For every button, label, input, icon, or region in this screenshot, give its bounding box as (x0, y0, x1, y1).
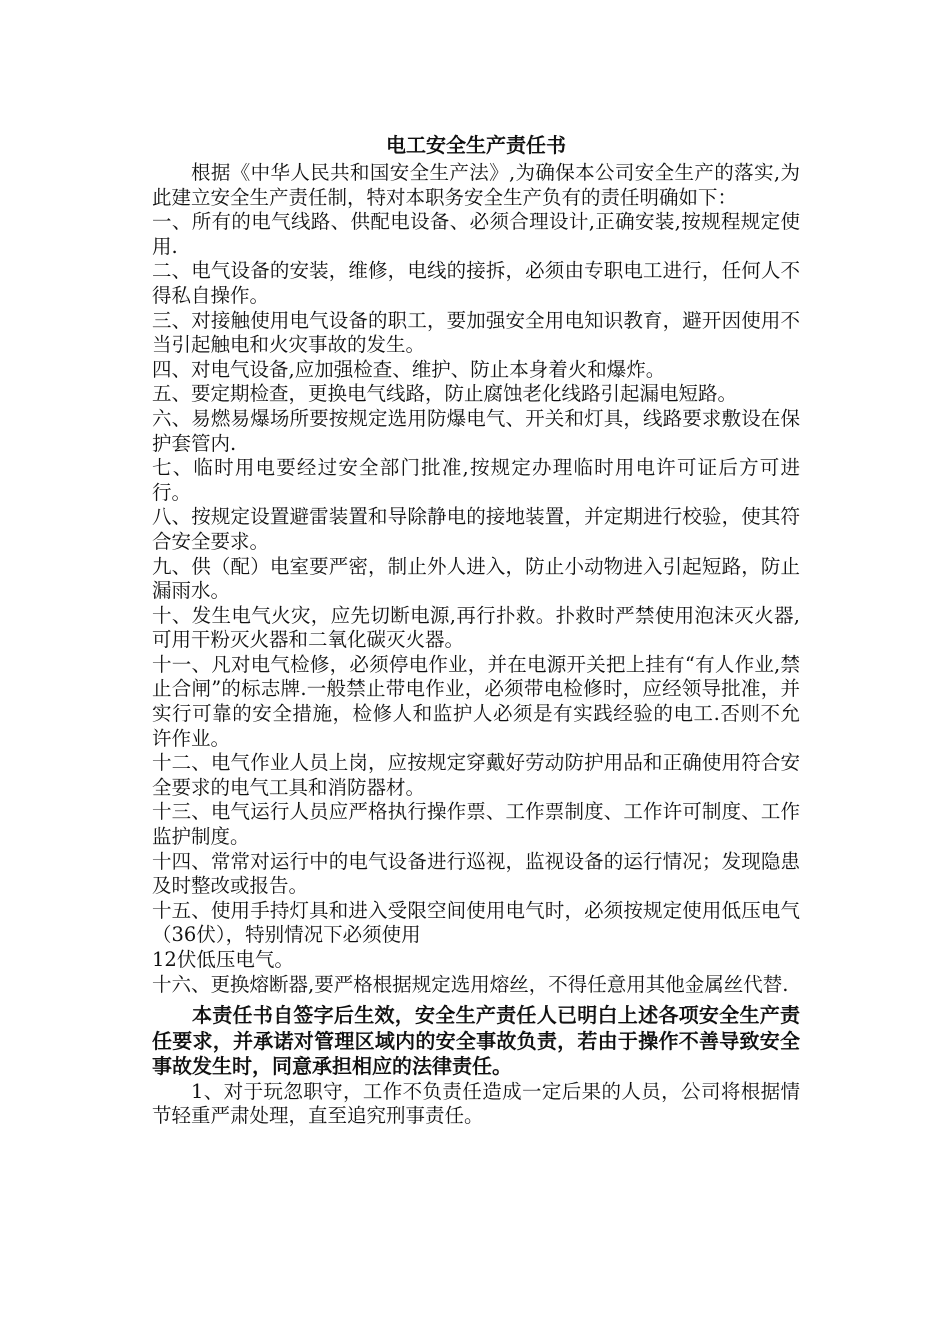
clause-1: 一、所有的电气线路、供配电设备、必须合理设计,正确安装,按规程规定使用. (152, 210, 800, 258)
document-title: 电工安全生产责任书 (386, 133, 566, 157)
clause-9: 九、供（配）电室要严密，制止外人进入，防止小动物进入引起短路，防止漏雨水。 (152, 554, 800, 603)
clause-3: 三、对接触使用电气设备的职工，要加强安全用电知识教育，避开因使用不当引起触电和火灾事故的发生。 (152, 308, 800, 357)
clause-10: 十、发生电气火灾，应先切断电源,再行扑救。扑救时严禁使用泡沫灭火器,可用干粉灭火器和二氧化碳灭火器。 (152, 603, 800, 652)
clause-14: 十四、常常对运行中的电气设备进行巡视，监视设备的运行情况；发现隐患及时整改或报告。 (152, 849, 800, 898)
clause-4: 四、对电气设备,应加强检查、维护、防止本身着火和爆炸。 (152, 357, 666, 381)
clause-15: 十五、使用手持灯具和进入受限空间使用电气时，必须按规定使用低压电气（36伏），特别情况下必须使用 (152, 898, 800, 947)
clause-11: 十一、凡对电气检修，必须停电作业，并在电源开关把上挂有“有人作业,禁止合闸”的标志牌.一般禁止带电作业，必须带电检修时，应经领导批准，并实行可靠的安全措施，检修人和监护人必须是有实践经验的电工.否则不允许作业。 (152, 652, 800, 750)
clause-13: 十三、电气运行人员应严格执行操作票、工作票制度、工作许可制度、工作监护制度。 (152, 800, 800, 849)
clause-2: 二、电气设备的安装，维修，电线的接拆，必须由专职电工进行，任何人不得私自操作。 (152, 259, 800, 307)
clause-6: 六、易燃易爆场所要按规定选用防爆电气、开关和灯具，线路要求敷设在保护套管内. (152, 406, 800, 455)
clause-15-continued: 12伏低压电气。 (152, 948, 294, 971)
document-page (152, 132, 800, 1129)
clause-7: 七、临时用电要经过安全部门批准,按规定办理临时用电许可证后方可进行。 (152, 456, 800, 504)
clause-5: 五、要定期检查，更换电气线路，防止腐蚀老化线路引起漏电短路。 (152, 382, 738, 406)
intro-paragraph: 根据《中华人民共和国安全生产法》,为确保本公司安全生产的落实,为此建立安全生产责任制，特对本职务安全生产负有的责任明确如下： (152, 161, 800, 209)
clause-16: 十六、更换熔断器,要严格根据规定选用熔丝，不得任意用其他金属丝代替. (152, 972, 789, 996)
clause-12: 十二、电气作业人员上岗，应按规定穿戴好劳动防护用品和正确使用符合安全要求的电气工具和消防器材。 (152, 751, 800, 799)
commitment-statement: 本责任书自签字后生效，安全生产责任人已明白上述各项安全生产责任要求，并承诺对管理区域内的安全事故负责，若由于操作不善导致安全事故发生时，同意承担相应的法律责任。 (152, 1003, 800, 1079)
penalty-paragraph: 1、对于玩忽职守，工作不负责任造成一定后果的人员，公司将根据情节轻重严肃处理，直至追究刑事责任。 (152, 1079, 800, 1128)
clause-8: 八、按规定设置避雷装置和导除静电的接地装置，并定期进行校验，使其符合安全要求。 (152, 505, 800, 553)
